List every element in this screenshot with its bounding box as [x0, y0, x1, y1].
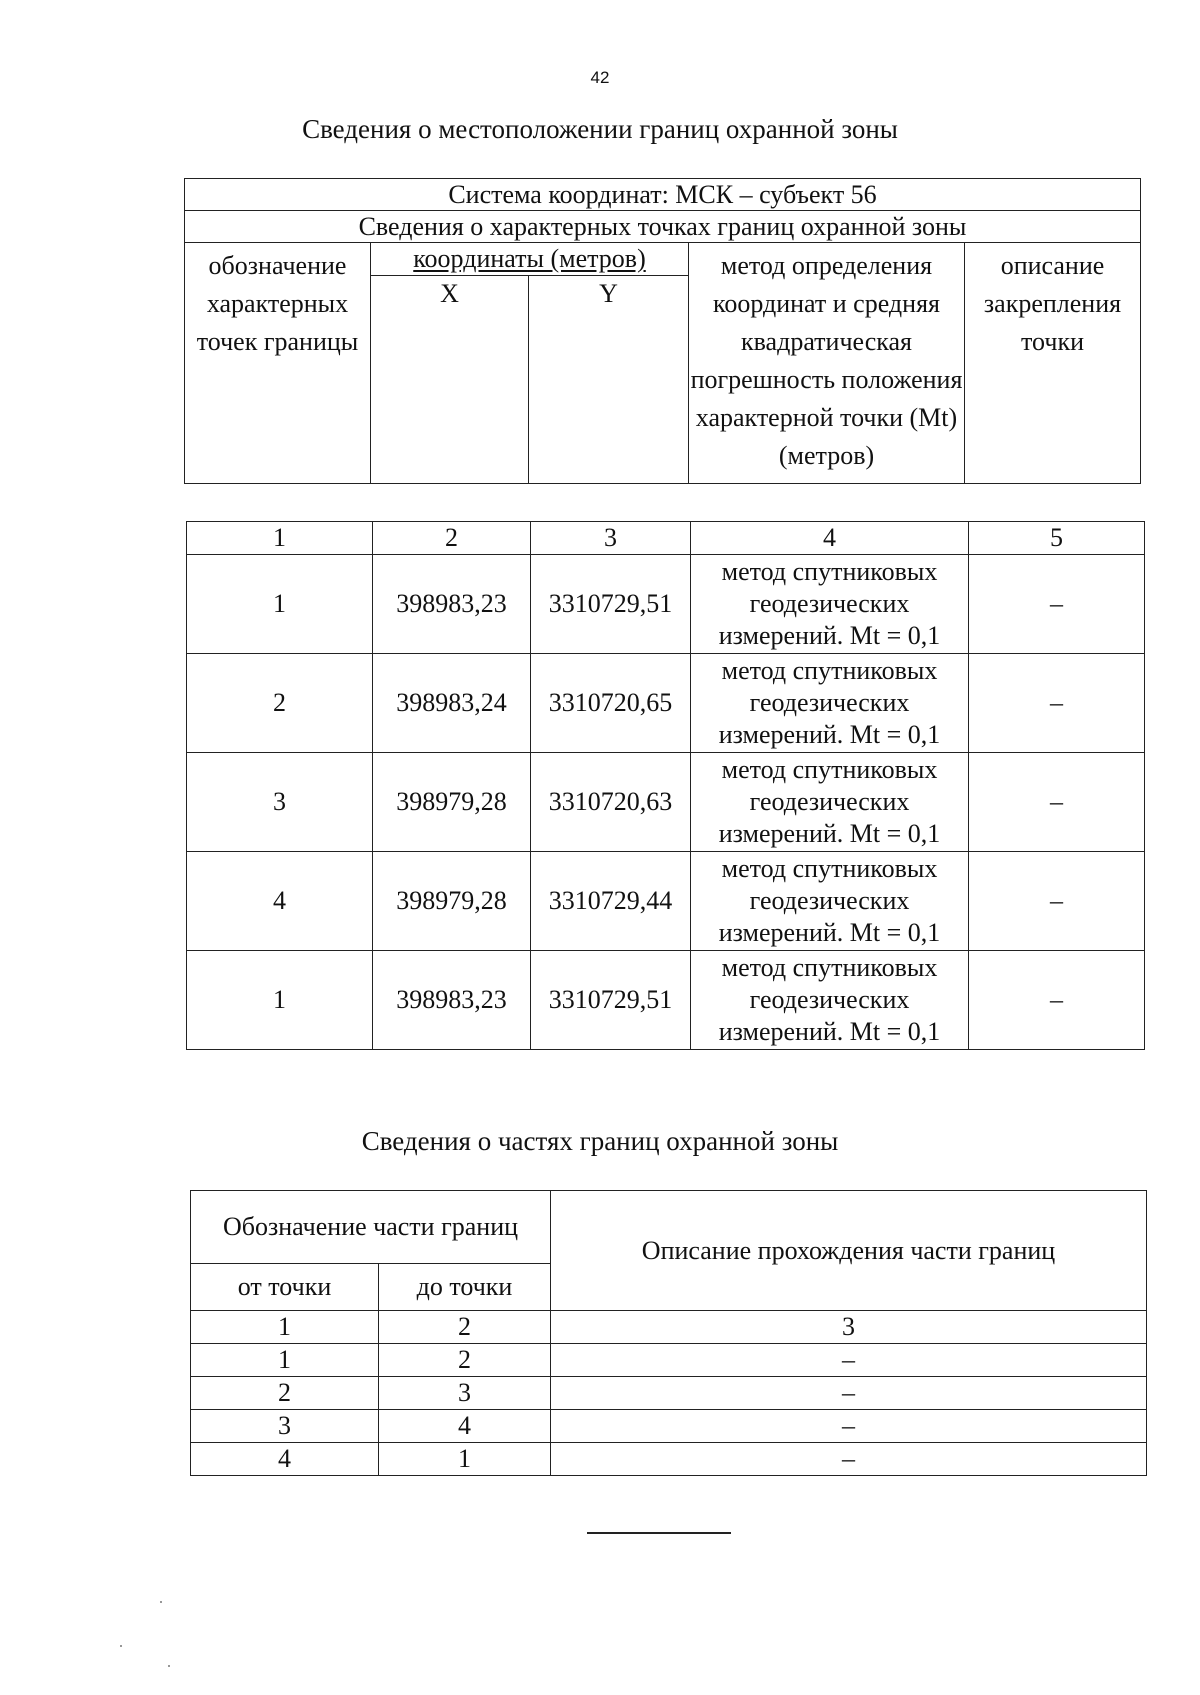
point-cell: 4	[187, 852, 373, 951]
y-cell: 3310729,51	[531, 951, 691, 1050]
column-numbers-row	[191, 1311, 1147, 1344]
y-cell: 3310720,63	[531, 753, 691, 852]
column-number: 3	[551, 1311, 1147, 1344]
header-part-description: Описание прохождения части границ	[551, 1191, 1147, 1311]
from-cell: 3	[191, 1410, 379, 1443]
point-cell: 1	[187, 951, 373, 1050]
description-cell: –	[551, 1377, 1147, 1410]
method-cell: метод спутниковых геодезических измерений. Mt = 0,1	[691, 951, 969, 1050]
coordinates-group-label: координаты (метров)	[413, 244, 646, 273]
y-cell: 3310729,51	[531, 555, 691, 654]
column-number: 1	[191, 1311, 379, 1344]
to-cell: 3	[379, 1377, 551, 1410]
header-from-point: от точки	[191, 1264, 379, 1311]
method-cell: метод спутниковых геодезических измерений. Mt = 0,1	[691, 555, 969, 654]
header-to-point: до точки	[379, 1264, 551, 1311]
section-title-boundaries: Сведения о местоположении границ охранной зоны	[302, 114, 898, 144]
description-cell: –	[551, 1344, 1147, 1377]
to-cell: 4	[379, 1410, 551, 1443]
x-cell: 398983,23	[373, 951, 531, 1050]
description-cell: –	[969, 852, 1145, 951]
column-number: 3	[531, 522, 691, 555]
to-cell: 1	[379, 1443, 551, 1476]
header-part-designation: Обозначение части границ	[191, 1191, 551, 1264]
point-cell: 1	[187, 555, 373, 654]
table-row	[187, 555, 1145, 654]
table-row	[191, 1443, 1147, 1476]
method-cell: метод спутниковых геодезических измерений. Mt = 0,1	[691, 753, 969, 852]
from-cell: 4	[191, 1443, 379, 1476]
header-method: метод определения координат и средняя квадратическая погрешность положения характерной точки (Mt) (метров)	[689, 243, 965, 484]
x-cell: 398983,23	[373, 555, 531, 654]
column-number: 1	[187, 522, 373, 555]
description-cell: –	[969, 753, 1145, 852]
x-cell: 398979,28	[373, 852, 531, 951]
point-cell: 3	[187, 753, 373, 852]
to-cell: 2	[379, 1344, 551, 1377]
header-x: X	[371, 276, 529, 484]
table-row	[187, 951, 1145, 1050]
y-cell: 3310729,44	[531, 852, 691, 951]
table-row	[187, 852, 1145, 951]
from-cell: 1	[191, 1344, 379, 1377]
scan-speck	[120, 1645, 122, 1647]
table-subtitle-cell: Сведения о характерных точках границ охранной зоны	[185, 211, 1141, 243]
x-cell: 398979,28	[373, 753, 531, 852]
end-separator-line	[587, 1532, 731, 1534]
description-cell: –	[969, 951, 1145, 1050]
table-row	[187, 654, 1145, 753]
x-cell: 398983,24	[373, 654, 531, 753]
coordinates-table-body	[186, 521, 1145, 1050]
boundary-parts-table	[190, 1190, 1147, 1476]
section-title-parts: Сведения о частях границ охранной зоны	[361, 1126, 839, 1156]
header-fixation-description: описание закрепления точки	[965, 243, 1141, 484]
column-number: 4	[691, 522, 969, 555]
column-number: 2	[373, 522, 531, 555]
table-row	[187, 753, 1145, 852]
from-cell: 2	[191, 1377, 379, 1410]
method-cell: метод спутниковых геодезических измерений. Mt = 0,1	[691, 654, 969, 753]
description-cell: –	[969, 654, 1145, 753]
column-numbers-row	[187, 522, 1145, 555]
column-number: 5	[969, 522, 1145, 555]
header-coordinates-group	[371, 243, 689, 276]
header-point-designation: обозначение характерных точек границы	[185, 243, 371, 484]
table-row	[191, 1344, 1147, 1377]
table-row	[191, 1377, 1147, 1410]
y-cell: 3310720,65	[531, 654, 691, 753]
column-number: 2	[379, 1311, 551, 1344]
coordinates-table-header	[184, 178, 1141, 484]
scan-speck	[168, 1665, 170, 1667]
description-cell: –	[969, 555, 1145, 654]
table-row	[191, 1410, 1147, 1443]
method-cell: метод спутниковых геодезических измерений. Mt = 0,1	[691, 852, 969, 951]
coordinate-system-cell: Система координат: МСК – субъект 56	[185, 179, 1141, 211]
description-cell: –	[551, 1410, 1147, 1443]
point-cell: 2	[187, 654, 373, 753]
header-y: Y	[529, 276, 689, 484]
scan-speck	[160, 1601, 162, 1603]
description-cell: –	[551, 1443, 1147, 1476]
page-number: 42	[590, 68, 610, 87]
